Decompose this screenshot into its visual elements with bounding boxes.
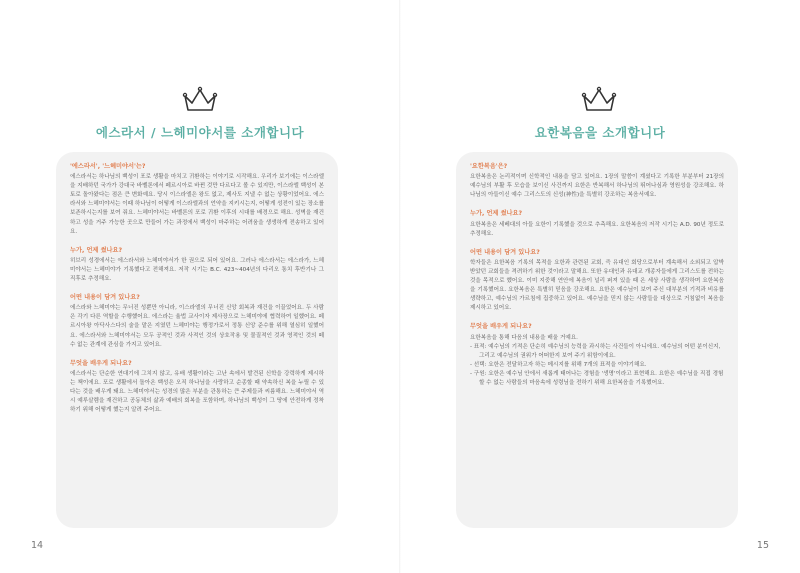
section-body: 학자들은 요한복음 기록의 목적을 요한과 관련된 교회, 즉 유대인 회당으로부터 계속해서 소외되고 압박받았던 교회들을 격려하기 위한 것이라고 말해요. 또한 유대인과 유대교 개종자들에게 그리스도를 전하는 것을 목적으로 했어요. 이미 지중해 연안에 복음이 널리 퍼져 있을 때 온 세상 사람을 생각하며 요한복음을 기록했어요. 요한복음은 특별히 믿음을 강조해요. 요한은 예수님이 보여 주신 대부분의 기적과 비유를 생략하고, 예수님의 가르침에 집중하고 있어요. 예수님을 믿지 않는 사람들을 대상으로 거침없이 복음을 제시하고 있어요. (470, 260, 724, 312)
section-intro: 요한복음을 통해 다음의 내용을 배울 거예요. (470, 334, 578, 341)
page-number: 15 (756, 540, 769, 551)
list-item: - 선택: 요한은 전달하고자 하는 메시지를 위해 7개의 표적을 이야기해요. (470, 361, 647, 368)
section-body: 에스라서는 하나님의 백성이 포로 생활을 마치고 귀환하는 이야기로 시작해요. 우리가 보기에는 이스라엘을 지배하던 국가가 강대국 바벨론에서 페르시아로 바뀐 것만 다르다고 볼 수 있지만, 이스라엘 백성이 본토로 돌아왔다는 점은 큰 변화예요. 당시 이스라엘은 왕도 없고, 제사도 지낼 수 없는 상황이었어요. 에스라서와 느헤미야서는 이때 하나님이 어떻게 이스라엘과의 언약을 지키시는지, 어떻게 성전이 있는 장소를 보존하시는지를 보여 줘요. 느헤미야서는 바벨론의 포로 귀환 이후의 시대를 배경으로 해요. 성벽을 재건하고 성을 거주 가능한 곳으로 만들어 가는 과정에서 백성이 마주하는 어려움을 생생하게 전송하고 있어요. (70, 174, 324, 235)
section-heading: '요한복음'은? (470, 163, 508, 170)
section-heading: 어떤 내용이 담겨 있나요? (470, 248, 540, 256)
section-heading: 무엇을 배우게 되나요? (70, 359, 132, 367)
right-page (400, 0, 800, 573)
list-item: - 표적: 예수님의 기적은 단순히 예수님의 능력을 과시하는 사건들이 아니에요. 예수님의 어떤 분이신지, 그리고 예수님의 권위가 어떠한지 보여 주기 위함이에요. (470, 343, 721, 359)
page-title: 에스라서 / 느헤미야서를 소개합니다 (95, 125, 305, 140)
content-card (56, 152, 338, 528)
section-heading: 어떤 내용이 담겨 있나요? (70, 294, 140, 302)
crown-icon (182, 86, 218, 114)
section-heading: 누가, 언제 썼나요? (470, 210, 523, 218)
section-body: 에스라서는 단순한 연대기에 그치지 않고, 유배 생활이라는 고난 속에서 발견된 신학을 강력하게 제시하는 책이에요. 포로 생활에서 돌아온 백성은 오직 하나님을 사랑하고 순종할 때 약속하신 복을 누릴 수 있다는 것을 배우게 돼요. 느헤미야서는 성경의 많은 부분을 관통하는 큰 주제들과 씨름해요. 느헤미야서 역시 예루살렘을 재건하고 공동체의 삶과 예배의 회복을 포함하며, 하나님의 백성이 그 땅에 안전하게 정착하기 위해 어떻게 했는지 알려 주어요. (70, 370, 324, 414)
section-heading: 누가, 언제 썼나요? (70, 246, 123, 254)
section-body: 에스라와 느헤미야는 무너진 성뿐만 아니라, 이스라엘의 무너진 신앙 회복과 재건을 이끌었어요. 두 사람은 각기 다른 역할을 수행했어요. 에스라는 율법 교사이자 제사장으로 느헤미야에 협력하여 일했어요. 페르시아왕 아닥사스다의 술을 맡은 지였던 느헤미야는 행정가로서 정통 신앙 준수를 위해 열심히 일했어요. 에스라서와 느헤미야서는 모두 공적인 것과 사적인 것의 상호작용 및 물질적인 것과 영적인 것의 떼 수 없는 관계에 관심을 가지고 있어요. (70, 305, 324, 348)
section-body: 요한복음은 논리적이며 신학적인 내용을 담고 있어요. 1장의 말씀이 계셨다고 기록한 부분부터 21장의 예수님의 부활 후 모습을 보이신 사건까지 요한은 반복해서 하나님의 뛰어나심과 영원성을 강조해요. 하나님의 아들이신 예수 그리스도의 신성(神性)을 특별히 강조하는 복음서예요. (470, 174, 724, 199)
section-heading: '에스라서', '느헤미야서'는? (70, 163, 146, 170)
section-heading: 무엇을 배우게 되나요? (470, 323, 532, 331)
page-title: 요한복음을 소개합니다 (534, 125, 666, 140)
section-body: 요한복음은 세베대의 아들 요한이 기록했을 것으로 추측해요. 요한복음의 저작 시기는 A.D. 90년 정도로 추정해요. (470, 221, 724, 237)
crown-icon (581, 86, 617, 114)
section-body: 히브리 성경에서는 에스라서와 느헤미야서가 한 권으로 되어 있어요. 그러나 에스라서는 에스라가, 느헤미야서는 느헤미야가 기록했다고 전해져요. 저작 시기는 B.C. 423~404년의 다리오 통치 후반기나 그 직후로 추정해요. (70, 257, 324, 283)
learning-list (470, 343, 724, 388)
page-number: 14 (31, 540, 44, 551)
content-card (456, 152, 738, 528)
list-item: - 구원: 요한은 예수님 안에서 새롭게 태어나는 경험을 '생명'이라고 표현해요. 요한은 예수님을 직접 경험할 수 없는 사람들의 마음속에 성령님을 전하기 위해 요한복음을 기록했어요. (470, 370, 724, 386)
